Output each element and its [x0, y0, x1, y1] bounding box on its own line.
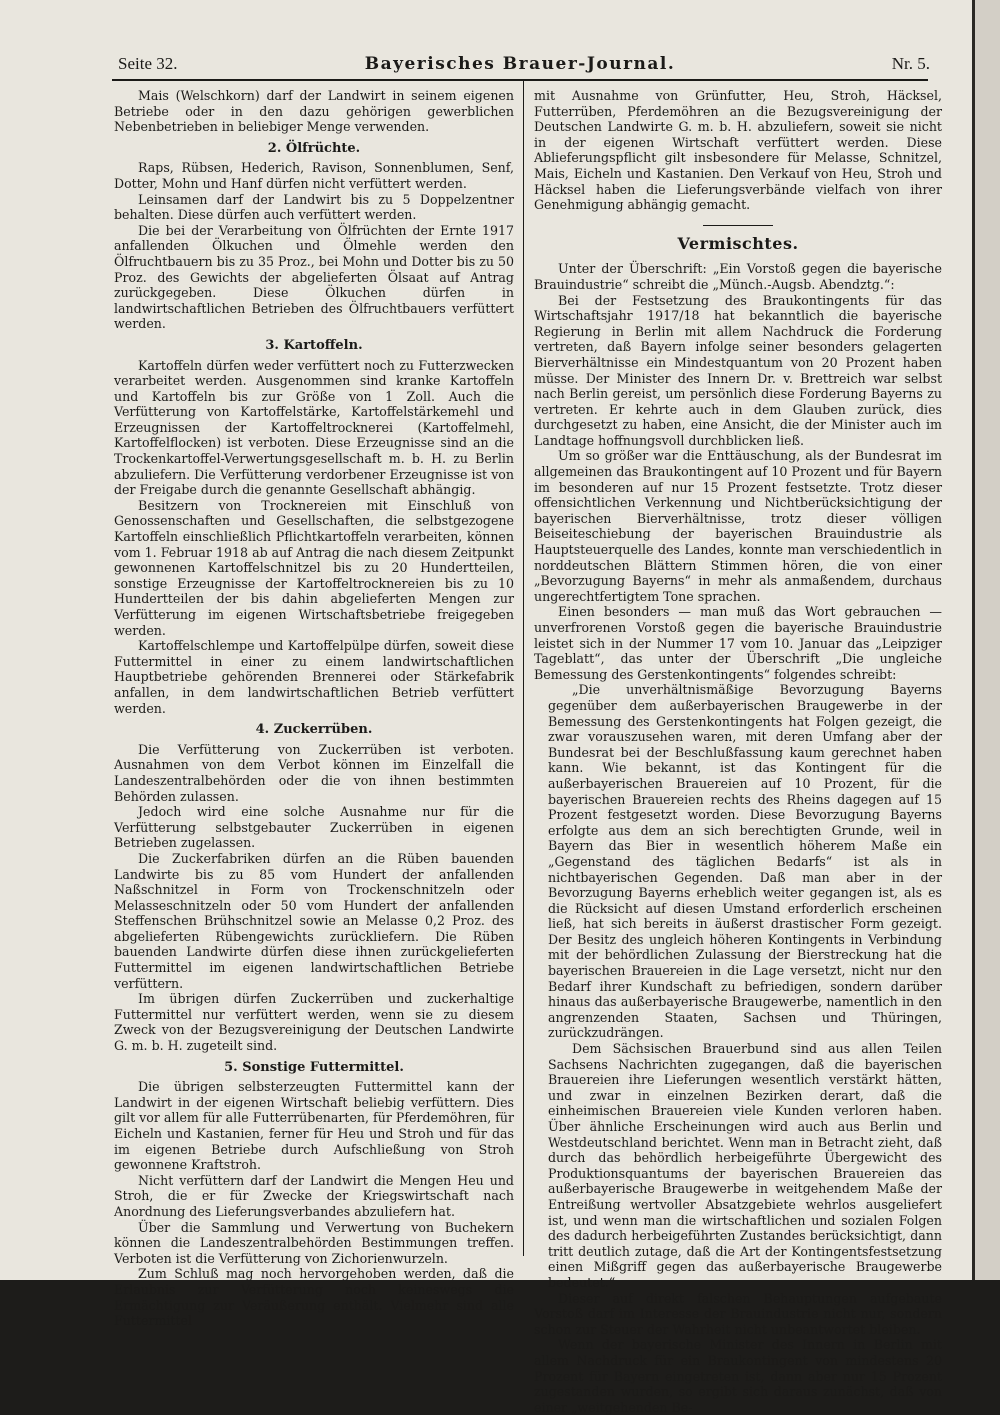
- paragraph: Die Verfütterung von Zuckerrüben ist verboten. Ausnahmen von dem Verbot können im Einzelfall die Landeszentralbehörden oder die von ihnen bestimmten Behörden zulassen.: [114, 741, 514, 804]
- paragraph: Leinsamen darf der Landwirt bis zu 5 Doppelzentner behalten. Diese dürfen auch verfüttert werden.: [114, 191, 514, 223]
- paragraph: Die bei der Verarbeitung von Ölfrüchten der Ernte 1917 anfallenden Ölkuchen und Ölmehle werden den Ölfruchtbauern bis zu 35 Proz., bei Mohn und Dotter bis zu 50 Proz. des Gewichts der abgelieferten Ölsaat auf Antrag zurückgegeben. Diese Ölkuchen dürfen in landwirtschaftlichen Betrieben des Ölfruchtbauers verfüttert werden.: [114, 222, 514, 332]
- paragraph: Nicht verfüttern darf der Landwirt die Mengen Heu und Stroh, die er für Zwecke der Kriegswirtschaft nach Anordnung des Lieferungsverbandes abzuliefern hat.: [114, 1172, 514, 1219]
- issue-number: Nr. 5.: [891, 54, 930, 73]
- left-column: [114, 88, 514, 1329]
- header-rule: [112, 79, 928, 81]
- paragraph: Um so größer war die Enttäuschung, als der Bundesrat im allgemeinen das Braukontingent auf 10 Prozent und für Bayern im besonderen auf nur 15 Prozent festsetzte. Trotz dieser offensichtlichen Verkennung und Nichtberücksichtigung der bayerischen Bierverhältnisse, trotz dieser völligen Beiseiteschiebung der bayerischen Brauindustrie als Hauptsteuerquelle des Landes, konnte man verschiedentlich in norddeutschen Blättern Stimmen hören, die von einer „Bevorzugung Bayerns“ in mehr als anmaßendem, durchaus ungerechtfertigtem Tone sprachen.: [534, 448, 942, 604]
- paragraph: Kartoffeln dürfen weder verfüttert noch zu Futterzwecken verarbeitet werden. Ausgenommen sind kranke Kartoffeln und Kartoffeln bis zur Größe von 1 Zoll. Auch die Verfütterung von Kartoffelstärke, Kartoffelstärkemehl und Erzeugnissen der Kartoffeltrocknerei (Kartoffelmehl, Kartoffelflocken) ist verboten. Diese Erzeugnisse sind an die Trockenkartoffel-Verwertungsgesellschaft m. b. H. zu Berlin abzuliefern. Die Verfütterung verdorbener Erzeugnisse ist von der Freigabe durch die genannte Gesellschaft abhängig.: [114, 357, 514, 498]
- paragraph: Die Zuckerfabriken dürfen an die Rüben bauenden Landwirte bis zu 85 vom Hundert der anfallenden Naßschnitzel in Form von Trockenschnitzeln oder Melasseschnitzeln oder 50 vom Hundert der anfallenden Steffenschen Brühschnitzel sowie an Melasse 0,2 Proz. des abgelieferten Rübengewichts zurückliefern. Die Rüben bauenden Landwirte dürfen diese ihnen zurückgelieferten Futtermittel im eigenen landwirtschaftlichen Betriebe verfüttern.: [114, 850, 514, 991]
- paragraph: Über die Sammlung und Verwertung von Buchekern können die Landeszentralbehörden Bestimmungen treffen. Verboten ist die Verfütterung von Zichorienwurzeln.: [114, 1219, 514, 1266]
- quoted-paragraph: „Die unverhältnismäßige Bevorzugung Bayerns gegenüber dem außerbayerischen Braugewerbe in der Bemessung des Gerstenkontingents hat Folgen gezeigt, die zwar vorauszusehen waren, mit deren Umfang aber der Bundesrat bei der Beschlußfassung kaum gerechnet haben kann. Wie bekannt, ist das Kontingent für die außerbayerischen Brauereien auf 10 Prozent, für die bayerischen Brauereien rechts des Rheins dagegen auf 15 Prozent festgesetzt worden. Diese Bevorzugung Bayerns erfolgte aus dem an sich berechtigten Grunde, weil in Bayern das Bier in wesentlich höherem Maße ein „Gegenstand des täglichen Bedarfs“ ist als in nichtbayerischen Gegenden. Daß man aber in der Bevorzugung Bayerns erheblich weiter gegangen ist, als es die Rücksicht auf diesen Umstand erforderlich erscheinen ließ, hat sich bereits in äußerst drastischer Form gezeigt. Der Besitz des ungleich höheren Kontingents in Verbindung mit der behördlichen Zulassung der Bierstreckung hat die bayerischen Brauereien in die Lage versetzt, nicht nur den Bedarf ihrer Kundschaft zu befriedigen, sondern darüber hinaus das außerbayerische Braugewerbe, namentlich in den angrenzenden Staaten, Sachsen und Thüringen, zurückzudrängen.: [548, 682, 942, 1041]
- page-number: Seite 32.: [118, 54, 178, 73]
- page-edge: [972, 0, 1000, 1280]
- paragraph: Raps, Rübsen, Hederich, Ravison, Sonnenblumen, Senf, Dotter, Mohn und Hanf dürfen nicht verfüttert werden.: [114, 160, 514, 191]
- journal-title: Bayerisches Brauer-Journal.: [364, 54, 676, 74]
- paragraph: Besitzern von Trocknereien mit Einschluß von Genossenschaften und Gesellschaften, die selbstgezogene Kartoffeln einschließlich Pflichtkartoffeln verarbeiten, können vom 1. Februar 1918 ab auf Antrag die nach diesem Zeitpunkt gewonnenen Kartoffelschnitzel bis zu 20 Hundertteilen, sonstige Erzeugnisse der Kartoffeltrocknereien bis zu 10 Hundertteilen der bis dahin abgelieferten Mengen zur Verfütterung im eigenen Wirtschaftsbetriebe freigegeben werden.: [114, 497, 514, 638]
- section-separator: [703, 225, 773, 226]
- section-title: Vermischtes.: [677, 233, 799, 253]
- paragraph: Kartoffelschlempe und Kartoffelpülpe dürfen, soweit diese Futtermittel in einer zu einem landwirtschaftlichen Hauptbetriebe gehörenden Brennerei oder Stärkefabrik anfallen, in dem landwirtschaftlichen Betrieb verfüttert werden.: [114, 638, 514, 716]
- section-heading: 4. Zuckerrüben.: [255, 722, 373, 738]
- page-header: [110, 54, 930, 78]
- right-column: [534, 88, 942, 1415]
- paragraph: Jedoch wird eine solche Ausnahme nur für die Verfütterung selbstgebauter Zuckerrüben in eigenen Betrieben zugelassen.: [114, 804, 514, 851]
- paragraph: Im übrigen dürfen Zuckerrüben und zuckerhaltige Futtermittel nur verfüttert werden, wenn sie zu diesem Zweck von der Bezugsvereinigung der Deutschen Landwirte G. m. b. H. zugeteilt sind.: [114, 991, 514, 1054]
- paragraph: mit Ausnahme von Grünfutter, Heu, Stroh, Häcksel, Futterrüben, Pferdemöhren an die Bezugsvereinigung der Deutschen Landwirte G. m. b. H. abzuliefern, soweit sie nicht in der eigenen Wirtschaft verfüttert werden. Diese Ablieferungspflicht gilt insbesondere für Melasse, Schnitzel, Mais, Eicheln und Kastanien. Den Verkauf von Heu, Stroh und Häcksel haben die Lieferungsverbände vielfach von ihrer Genehmigung abhängig gemacht.: [534, 88, 942, 213]
- paragraph: Einen besonders — man muß das Wort gebrauchen — unverfrorenen Vorstoß gegen die bayerische Brauindustrie leistet sich in der Nummer 17 vom 10. Januar das „Leipziger Tageblatt“, das unter der Überschrift „Die ungleiche Bemessung des Gerstenkontingents“ folgendes schreibt:: [534, 604, 942, 682]
- paragraph: Unter der Überschrift: „Ein Vorstoß gegen die bayerische Brauindustrie“ schreibt die „Münch.-Augsb. Abendztg.“:: [534, 261, 942, 292]
- section-heading: 2. Ölfrüchte.: [267, 140, 361, 156]
- paragraph: Mais (Welschkorn) darf der Landwirt in seinem eigenen Betriebe oder in den dazu gehörigen gewerblichen Nebenbetrieben in beliebiger Menge verwenden.: [114, 88, 514, 135]
- column-divider: [523, 81, 524, 1256]
- paragraph: Die übrigen selbsterzeugten Futtermittel kann der Landwirt in der eigenen Wirtschaft beliebig verfüttern. Dies gilt vor allem für alle Futterrübenarten, für Pferdemöhren, für Eicheln und Kastanien, ferner für Heu und Stroh und für das im eigenen Betriebe durch Aufschließung von Stroh gewonnene Kraftstroh.: [114, 1079, 514, 1173]
- paragraph: Dieser auf direkt falschen Behauptungen aufgebaute Vorstoß darf im Interesse der Brauindustrie nicht nur, sondern schon zur Steuer der Wahrheit nicht unbeantwortet bleiben.: [534, 1290, 942, 1337]
- paragraph: Wenn der bayerische Minister des Innern in Berlin mit allem Nachdruck für ein Braukontingent von mindestens 20 Prozent für Bayern eingetreten ist, dann aber nur 15 Prozent zugestanden wurden, so ergibt sich daraus zunächst, daß von einer „weitgehenden Be-: [534, 1337, 942, 1415]
- paragraph: Zum Schluß mag noch hervorgehoben werden, daß die Erlaubnis zur Verfütterung noch keineswegs die Ermächtigung zur Veräußerung enthält. Vielmehr sind alle Futtermittel: [114, 1266, 514, 1329]
- section-heading: 3. Kartoffeln.: [265, 337, 363, 353]
- quoted-paragraph: Dem Sächsischen Brauerbund sind aus allen Teilen Sachsens Nachrichten zugegangen, daß die bayerischen Brauereien ihre Lieferungen wesentlich verstärkt hätten, und zwar in einzelnen Bezirken derart, daß die einheimischen Brauereien viele Kunden verloren haben. Über ähnliche Erscheinungen wird auch aus Berlin und Westdeutschland berichtet. Wenn man in Betracht zieht, daß durch das behördlich herbeigeführte Übergewicht des Produktionsquantums der bayerischen Brauereien das außerbayerische Braugewerbe in weitgehendem Maße der Entreißung wertvoller Absatzgebiete wehrlos ausgeliefert ist, und wenn man die wirtschaftlichen und sozialen Folgen des dadurch herbeigeführten Zustandes berücksichtigt, dann tritt deutlich zutage, daß die Art der Kontingentsfestsetzung einen Mißgriff gegen das außerbayerische Braugewerbe bedeutet.“: [548, 1041, 942, 1290]
- section-heading: 5. Sonstige Futtermittel.: [224, 1059, 404, 1075]
- paragraph: Bei der Festsetzung des Braukontingents für das Wirtschaftsjahr 1917/18 hat bekanntlich die bayerische Regierung in Berlin mit allem Nachdruck die Forderung vertreten, daß Bayern infolge seiner besonders gelagerten Bierverhältnisse ein Mindestquantum von 20 Prozent haben müsse. Der Minister des Innern Dr. v. Brettreich war selbst nach Berlin gereist, um persönlich diese Forderung Bayerns zu vertreten. Er kehrte auch in dem Glauben zurück, dies durchgesetzt zu haben, eine Ansicht, die der Minister auch im Landtage hoffnungsvoll durchblicken ließ.: [534, 292, 942, 448]
